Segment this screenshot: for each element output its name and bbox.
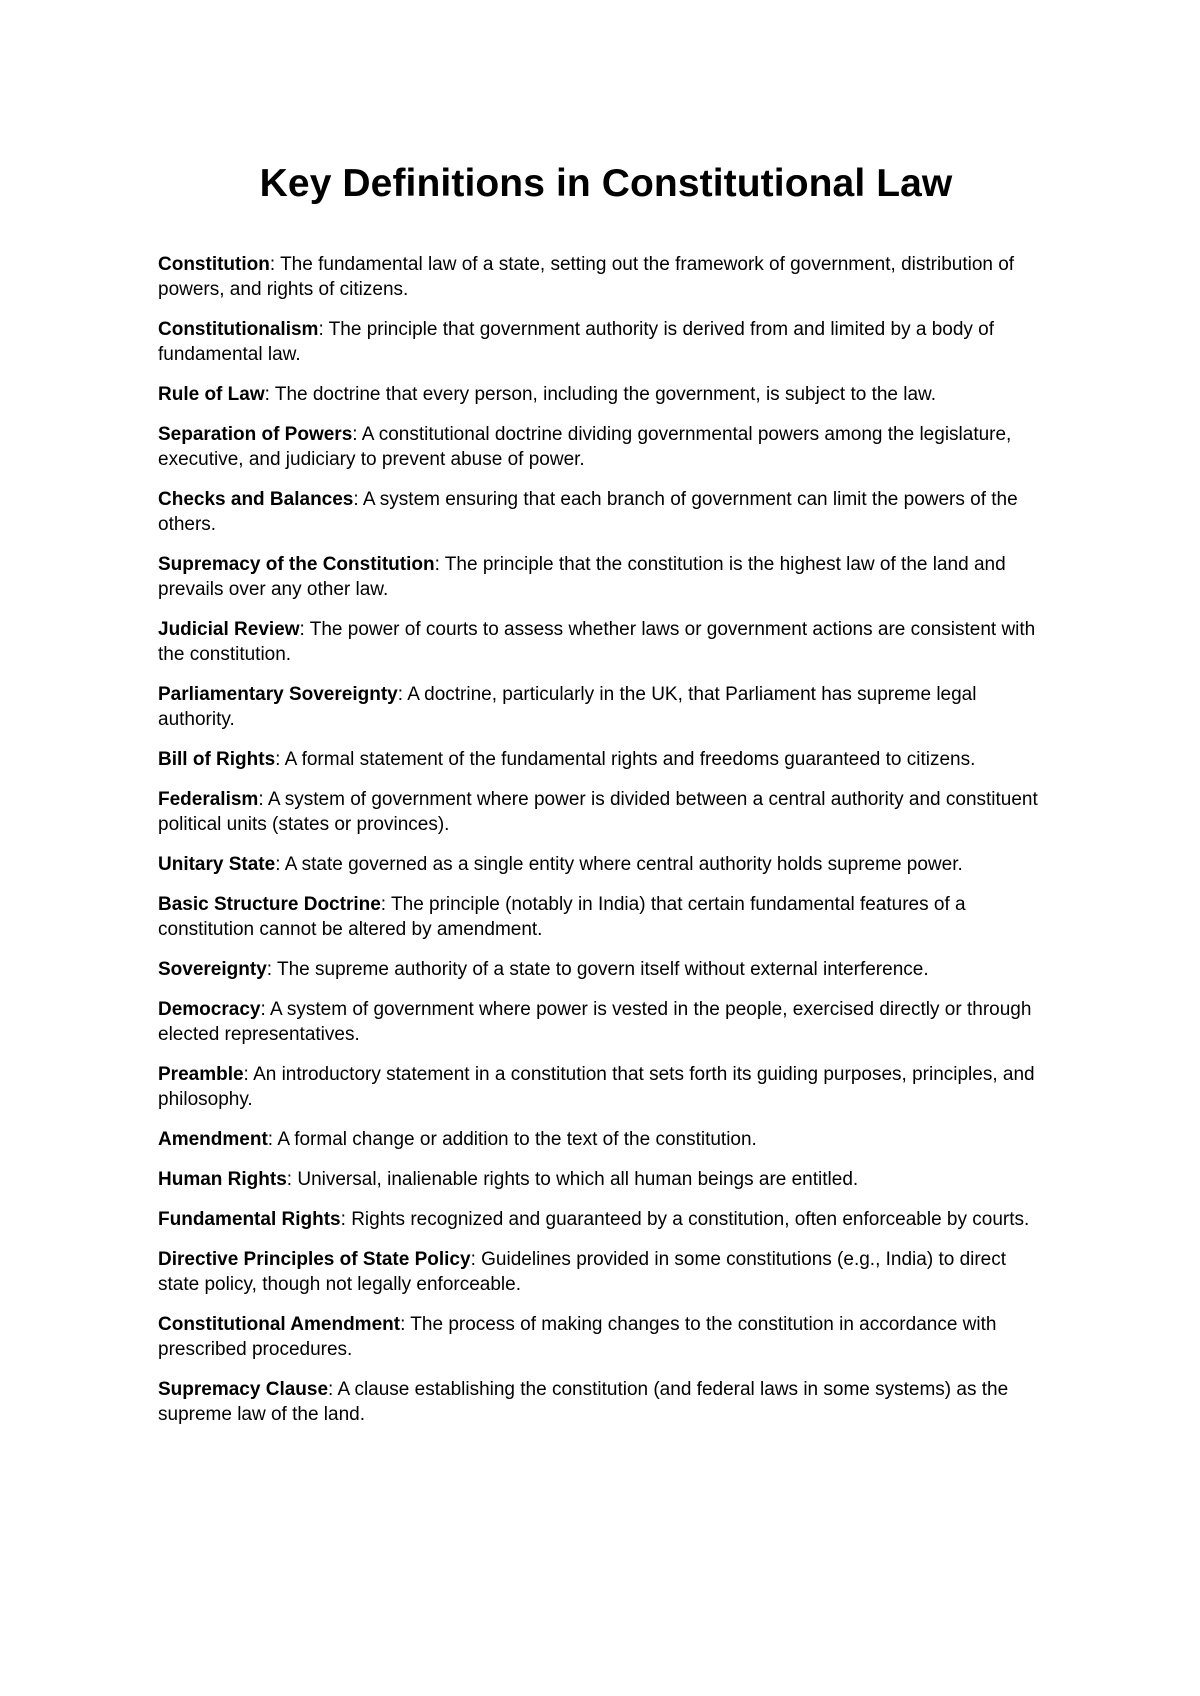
- definition-item: Directive Principles of State Policy: Guidelines provided in some constitutions (e.g., India) to direct state policy, though not legally enforceable.: [158, 1249, 1007, 1295]
- definition-item: Supremacy Clause: A clause establishing the constitution (and federal laws in some systems) as the supreme law of the land.: [158, 1379, 1009, 1425]
- definition-text: The process of making changes to the constitution in accordance with prescribed procedures.: [158, 1314, 997, 1360]
- definition-item: Parliamentary Sovereignty: A doctrine, particularly in the UK, that Parliament has supreme legal authority.: [158, 684, 977, 730]
- definition-item: Federalism: A system of government where power is divided between a central authority and constituent political units (states or provinces).: [158, 789, 1038, 835]
- definition-text: The power of courts to assess whether laws or government actions are consistent with the constitution.: [158, 619, 1036, 665]
- definition-term: Separation of Powers: [158, 424, 353, 445]
- definition-term: Sovereignty: [158, 959, 267, 980]
- definition-term: Preamble: [158, 1064, 244, 1085]
- definition-text: A doctrine, particularly in the UK, that Parliament has supreme legal authority.: [158, 684, 977, 730]
- definition-item: Supremacy of the Constitution: The principle that the constitution is the highest law of the land and prevails over any other law.: [158, 554, 1006, 600]
- definition-item: Democracy: A system of government where power is vested in the people, exercised directly or through elected representatives.: [158, 999, 1032, 1045]
- definition-item: Basic Structure Doctrine: The principle (notably in India) that certain fundamental features of a constitution cannot be altered by amendment.: [158, 894, 966, 940]
- definition-item: Rule of Law: The doctrine that every person, including the government, is subject to the law.: [158, 384, 936, 405]
- definition-term: Amendment: [158, 1129, 268, 1150]
- definition-term: Fundamental Rights: [158, 1209, 341, 1230]
- definition-item: Checks and Balances: A system ensuring that each branch of government can limit the powers of the others.: [158, 489, 1018, 535]
- definition-text: The principle (notably in India) that certain fundamental features of a constitution cannot be altered by amendment.: [158, 894, 966, 940]
- definition-term: Unitary State: [158, 854, 276, 875]
- definition-item: Separation of Powers: A constitutional doctrine dividing governmental powers among the legislature, executive, and judiciary to prevent abuse of power.: [158, 424, 1012, 470]
- definition-term: Constitutionalism: [158, 319, 319, 340]
- definition-text: The principle that the constitution is the highest law of the land and prevails over any other law.: [158, 554, 1006, 600]
- definition-item: Judicial Review: The power of courts to assess whether laws or government actions are consistent with the constitution.: [158, 619, 1036, 665]
- page-title: Key Definitions in Constitutional Law: [259, 162, 953, 205]
- definition-text: A formal statement of the fundamental rights and freedoms guaranteed to citizens.: [284, 749, 976, 770]
- definition-item: Constitutional Amendment: The process of making changes to the constitution in accordance with prescribed procedures.: [158, 1314, 997, 1360]
- definition-term: Human Rights: [158, 1169, 287, 1190]
- definition-item: Constitution: The fundamental law of a state, setting out the framework of government, distribution of powers, and rights of citizens.: [158, 254, 1015, 300]
- definition-text: A state governed as a single entity where central authority holds supreme power.: [284, 854, 963, 875]
- definition-term: Bill of Rights: [158, 749, 276, 770]
- definition-item: Bill of Rights: A formal statement of the fundamental rights and freedoms guaranteed to citizens.: [158, 749, 976, 770]
- definition-text: An introductory statement in a constitution that sets forth its guiding purposes, principles, and philosophy.: [158, 1064, 1035, 1110]
- definitions-list: [158, 252, 1050, 1427]
- definition-term: Democracy: [158, 999, 261, 1020]
- definition-text: A system of government where power is vested in the people, exercised directly or through elected representatives.: [158, 999, 1032, 1045]
- definition-text: Guidelines provided in some constitutions (e.g., India) to direct state policy, though not legally enforceable.: [158, 1249, 1007, 1295]
- definition-text: The fundamental law of a state, setting out the framework of government, distribution of powers, and rights of citizens.: [158, 254, 1015, 300]
- definition-item: Human Rights: Universal, inalienable rights to which all human beings are entitled.: [158, 1169, 859, 1190]
- definition-text: A formal change or addition to the text of the constitution.: [277, 1129, 757, 1150]
- definition-term: Directive Principles of State Policy: [158, 1249, 471, 1270]
- definition-item: Amendment: A formal change or addition to the text of the constitution.: [158, 1129, 757, 1150]
- definition-term: Parliamentary Sovereignty: [158, 684, 398, 705]
- definition-text: The supreme authority of a state to govern itself without external interference.: [276, 959, 929, 980]
- definition-term: Basic Structure Doctrine: [158, 894, 381, 915]
- definition-text: A system ensuring that each branch of government can limit the powers of the others.: [158, 489, 1018, 535]
- definition-text: The doctrine that every person, including the government, is subject to the law.: [274, 384, 936, 405]
- definition-term: Supremacy of the Constitution: [158, 554, 435, 575]
- definition-term: Judicial Review: [158, 619, 300, 640]
- definition-term: Checks and Balances: [158, 489, 354, 510]
- definition-term: Supremacy Clause: [158, 1379, 329, 1400]
- definition-term: Constitution: [158, 254, 270, 275]
- definition-text: The principle that government authority is derived from and limited by a body of fundamental law.: [158, 319, 995, 365]
- definition-item: Unitary State: A state governed as a single entity where central authority holds supreme power.: [158, 854, 963, 875]
- definition-term: Rule of Law: [158, 384, 265, 405]
- definition-item: Fundamental Rights: Rights recognized and guaranteed by a constitution, often enforceable by courts.: [158, 1209, 1030, 1230]
- definition-item: Constitutionalism: The principle that government authority is derived from and limited by a body of fundamental law.: [158, 319, 995, 365]
- definition-text: A system of government where power is divided between a central authority and constituent political units (states or provinces).: [158, 789, 1038, 835]
- definition-text: Universal, inalienable rights to which all human beings are entitled.: [297, 1169, 859, 1190]
- definition-term: Constitutional Amendment: [158, 1314, 401, 1335]
- definition-text: A clause establishing the constitution (and federal laws in some systems) as the supreme law of the land.: [158, 1379, 1009, 1425]
- definition-item: Preamble: An introductory statement in a constitution that sets forth its guiding purposes, principles, and philosophy.: [158, 1064, 1035, 1110]
- definition-text: A constitutional doctrine dividing governmental powers among the legislature, executive, and judiciary to prevent abuse of power.: [158, 424, 1012, 470]
- definition-item: Sovereignty: The supreme authority of a state to govern itself without external interference.: [158, 959, 929, 980]
- definition-term: Federalism: [158, 789, 259, 810]
- definition-text: Rights recognized and guaranteed by a constitution, often enforceable by courts.: [351, 1209, 1030, 1230]
